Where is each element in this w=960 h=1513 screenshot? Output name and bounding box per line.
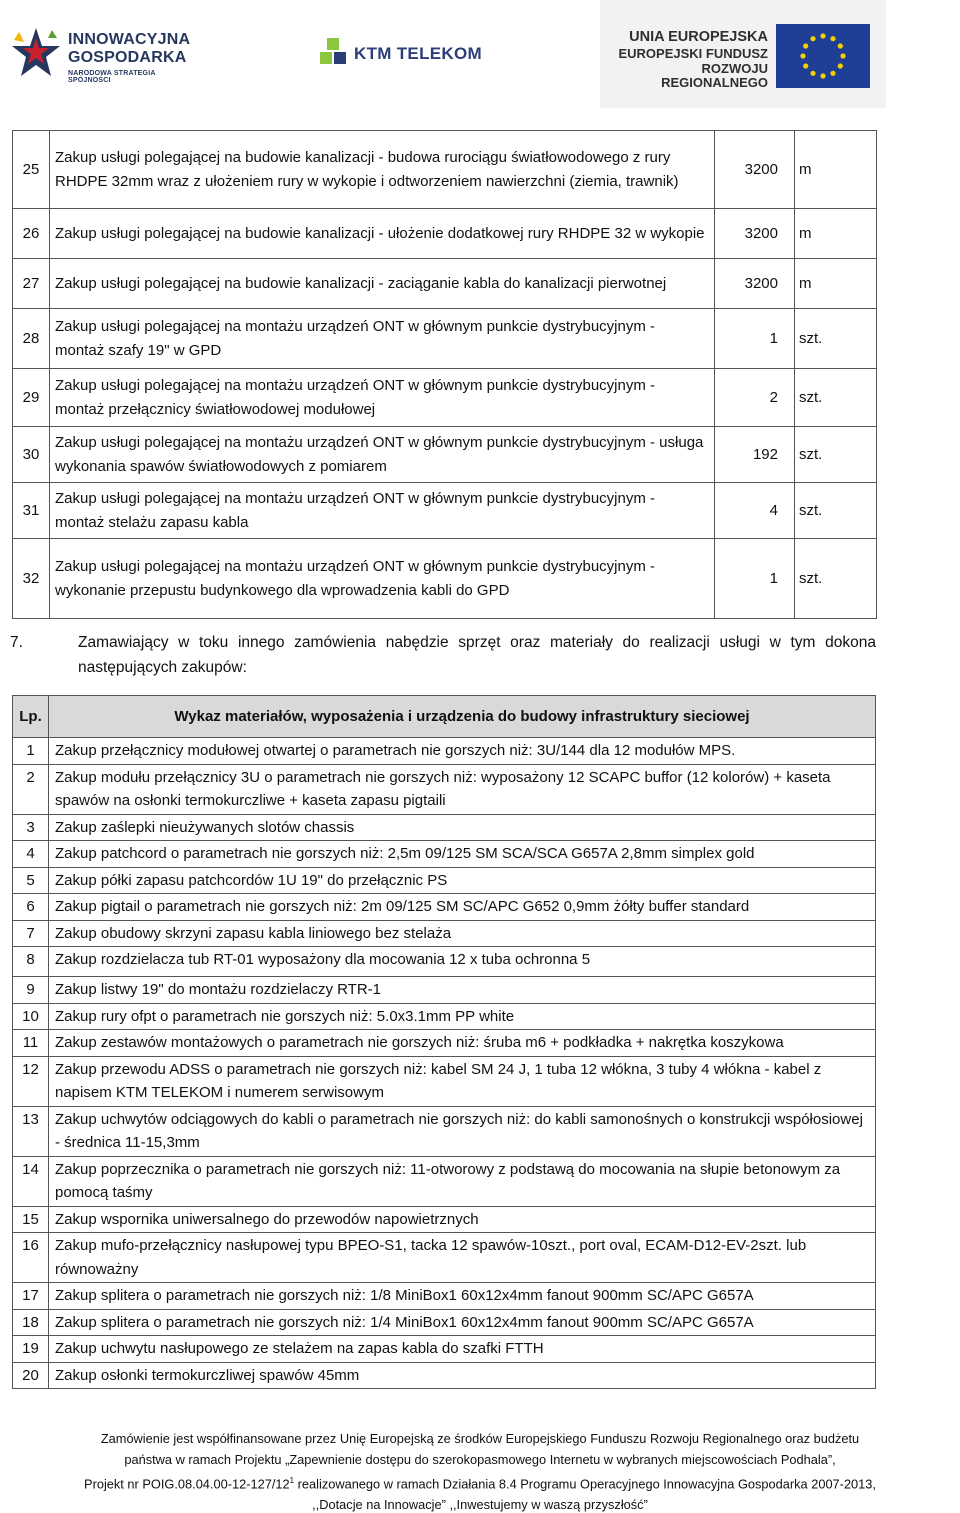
table-row: [13, 1206, 876, 1233]
footer: [0, 1428, 960, 1513]
paragraph-7: [10, 630, 876, 680]
footer-line3: [0, 1470, 960, 1494]
row-quantity: 4: [715, 483, 795, 539]
ig-line3: NARODOWA STRATEGIA SPÓJNOŚCI: [68, 70, 156, 84]
table-row: [13, 539, 877, 619]
row-description: Zakup usługi polegającej na budowie kanalizacji - budowa rurociągu światłowodowego z rury RHDPE 32mm wraz z ułożeniem rury w wykopie i odtworzeniem nawierzchni (ziemia, trawnik): [50, 131, 715, 209]
ig-line1: INNOWACYJNA: [68, 31, 191, 48]
column-header-lp: Lp.: [13, 696, 49, 738]
row-number: 14: [13, 1156, 49, 1206]
row-description: Zakup patchcord o parametrach nie gorszych niż: 2,5m 09/125 SM SCA/SCA G657A 2,8mm simplex gold: [49, 841, 876, 868]
eu-logo: [600, 0, 886, 108]
row-description: Zakup usługi polegającej na montażu urządzeń ONT w głównym punkcie dystrybucyjnym - wykonanie przepustu budynkowego dla wprowadzenia kabli do GPD: [50, 539, 715, 619]
row-number: 28: [13, 309, 50, 369]
ue-line2: EUROPEJSKI FUNDUSZ: [618, 46, 768, 62]
row-description: Zakup przewodu ADSS o parametrach nie gorszych niż: kabel SM 24 J, 1 tuba 12 włókna, 3 tuby 4 włókna - kabel z napisem KTM TELEKOM i numerem serwisowym: [49, 1056, 876, 1106]
row-unit: szt.: [795, 483, 877, 539]
row-description: Zakup rozdzielacza tub RT-01 wyposażony dla mocowania 12 x tuba ochronna 5: [49, 947, 876, 977]
row-description: Zakup półki zapasu patchcordów 1U 19" do przełącznic PS: [49, 867, 876, 894]
row-number: 16: [13, 1233, 49, 1283]
row-description: Zakup wspornika uniwersalnego do przewodów napowietrznych: [49, 1206, 876, 1233]
row-description: Zakup usługi polegającej na montażu urządzeń ONT w głównym punkcie dystrybucyjnym - usługa wykonania spawów światłowodowych z pomiarem: [50, 427, 715, 483]
paragraph-number: 7.: [10, 634, 23, 651]
row-description: Zakup uchwytów odciągowych do kabli o parametrach nie gorszych niż: do kabli samonośnych o konstrukcji współosiowej - średnica 11-15,3mm: [49, 1106, 876, 1156]
table-row: [13, 920, 876, 947]
row-description: Zakup osłonki termokurczliwej spawów 45mm: [49, 1362, 876, 1389]
row-number: 3: [13, 814, 49, 841]
row-number: 9: [13, 977, 49, 1004]
row-quantity: 3200: [715, 131, 795, 209]
row-unit: szt.: [795, 309, 877, 369]
row-number: 32: [13, 539, 50, 619]
row-description: Zakup usługi polegającej na budowie kanalizacji - ułożenie dodatkowej rury RHDPE 32 w wykopie: [50, 209, 715, 259]
row-number: 25: [13, 131, 50, 209]
row-number: 2: [13, 764, 49, 814]
table-row: [13, 867, 876, 894]
row-description: Zakup mufo-przełącznicy nasłupowej typu BPEO-S1, tacka 12 spawów-10szt., port oval, ECAM-D12-EV-2szt. lub równoważny: [49, 1233, 876, 1283]
row-unit: m: [795, 259, 877, 309]
table-row: [13, 309, 877, 369]
row-unit: m: [795, 209, 877, 259]
table-row: [13, 947, 876, 977]
table-row: [13, 1309, 876, 1336]
table-row: [13, 131, 877, 209]
row-description: Zakup zaślepki nieużywanych slotów chassis: [49, 814, 876, 841]
row-description: Zakup poprzecznika o parametrach nie gorszych niż: 11-otworowy z podstawą do mocowania na słupie betonowym za pomocą taśmy: [49, 1156, 876, 1206]
row-number: 19: [13, 1336, 49, 1363]
table-row: [13, 483, 877, 539]
row-description: Zakup splitera o parametrach nie gorszych niż: 1/8 MiniBox1 60x12x4mm fanout 900mm SC/APC G657A: [49, 1283, 876, 1310]
footer-line3-b: realizowanego w ramach Działania 8.4 Programu Operacyjnego Innowacyjna Gospodarka 2007-2013,: [294, 1476, 876, 1492]
row-number: 30: [13, 427, 50, 483]
footer-line3-sup: 1: [289, 1476, 295, 1485]
table-row: [13, 1106, 876, 1156]
paragraph-text: Zamawiający w toku innego zamówienia nabędzie sprzęt oraz materiały do realizacji usługi w tym dokona następujących zakupów:: [78, 634, 876, 676]
table-row: [13, 259, 877, 309]
table-row: [13, 1030, 876, 1057]
ig-star-icon: [10, 26, 62, 82]
row-number: 1: [13, 738, 49, 765]
ktm-mark-icon: [318, 36, 350, 72]
row-unit: szt.: [795, 427, 877, 483]
ktm-telekom-logo: [318, 36, 498, 76]
row-number: 10: [13, 1003, 49, 1030]
table-row: [13, 841, 876, 868]
row-quantity: 1: [715, 539, 795, 619]
table-row: [13, 1056, 876, 1106]
row-number: 11: [13, 1030, 49, 1057]
column-header-title: Wykaz materiałów, wyposażenia i urządzenia do budowy infrastruktury sieciowej: [49, 696, 876, 738]
row-description: Zakup uchwytu nasłupowego ze stelażem na zapas kabla do szafki FTTH: [49, 1336, 876, 1363]
table-row: [13, 977, 876, 1004]
ue-line3: ROZWOJU REGIONALNEGO: [661, 60, 768, 90]
row-quantity: 3200: [715, 209, 795, 259]
row-description: Zakup usługi polegającej na montażu urządzeń ONT w głównym punkcie dystrybucyjnym - montaż stelażu zapasu kabla: [50, 483, 715, 539]
row-number: 31: [13, 483, 50, 539]
row-number: 20: [13, 1362, 49, 1389]
row-description: Zakup zestawów montażowych o parametrach nie gorszych niż: śruba m6 + podkładka + nakrętka koszykowa: [49, 1030, 876, 1057]
row-description: Zakup modułu przełącznicy 3U o parametrach nie gorszych niż: wyposażony 12 SCAPC buffor (12 kolorów) + kaseta spawów na osłonki termokurczliwe + kaseta zapasu pigtaili: [49, 764, 876, 814]
table-row: [13, 1156, 876, 1206]
row-unit: szt.: [795, 539, 877, 619]
row-number: 12: [13, 1056, 49, 1106]
table-row: [13, 1003, 876, 1030]
table-row: [13, 427, 877, 483]
row-description: Zakup obudowy skrzyni zapasu kabla liniowego bez stelaża: [49, 920, 876, 947]
row-quantity: 1: [715, 309, 795, 369]
row-description: Zakup pigtail o parametrach nie gorszych niż: 2m 09/125 SM SC/APC G652 0,9mm żółty buffer standard: [49, 894, 876, 921]
row-number: 18: [13, 1309, 49, 1336]
footer-line2: państwa w ramach Projektu „Zapewnienie dostępu do szerokopasmowego Internetu w wybranych miejscowościach Podhala”,: [124, 1452, 836, 1467]
table-row: [13, 738, 876, 765]
row-quantity: 192: [715, 427, 795, 483]
table-row: [13, 764, 876, 814]
footer-line1: Zamówienie jest współfinansowane przez Unię Europejską ze środków Europejskiego Funduszu Rozwoju Regionalnego oraz budżetu: [100, 1431, 860, 1446]
table-row: [13, 1283, 876, 1310]
row-number: 17: [13, 1283, 49, 1310]
row-description: Zakup splitera o parametrach nie gorszych niż: 1/4 MiniBox1 60x12x4mm fanout 900mm SC/APC G657A: [49, 1309, 876, 1336]
table-row: [13, 1362, 876, 1389]
page-number: [922, 1322, 960, 1422]
row-description: Zakup przełącznicy modułowej otwartej o parametrach nie gorszych niż: 3U/144 dla 12 modułów MPS.: [49, 738, 876, 765]
table-row: [13, 1233, 876, 1283]
row-number: 27: [13, 259, 50, 309]
footer-line3-a: Projekt nr POIG.08.04.00-12-127/12: [84, 1476, 290, 1492]
materials-table: [12, 695, 876, 1389]
row-unit: m: [795, 131, 877, 209]
table-row: [13, 209, 877, 259]
footer-line4: ,,Dotacje na Innowacje” ,,Inwestujemy w waszą przyszłość”: [312, 1497, 648, 1513]
row-description: Zakup usługi polegającej na budowie kanalizacji - zaciąganie kabla do kanalizacji pierwotnej: [50, 259, 715, 309]
row-description: Zakup listwy 19" do montażu rozdzielaczy RTR-1: [49, 977, 876, 1004]
row-number: 29: [13, 369, 50, 427]
row-description: Zakup usługi polegającej na montażu urządzeń ONT w głównym punkcie dystrybucyjnym - montaż przełącznicy światłowodowej modułowej: [50, 369, 715, 427]
table-row: [13, 814, 876, 841]
ktm-text: KTM TELEKOM: [354, 44, 482, 63]
table-row: [13, 1336, 876, 1363]
eu-flag-icon: [776, 24, 870, 88]
row-number: 6: [13, 894, 49, 921]
ig-line2: GOSPODARKA: [68, 49, 187, 66]
row-description: Zakup rury ofpt o parametrach nie gorszych niż: 5.0x3.1mm PP white: [49, 1003, 876, 1030]
row-quantity: 3200: [715, 259, 795, 309]
row-quantity: 2: [715, 369, 795, 427]
row-number: 26: [13, 209, 50, 259]
innowacyjna-gospodarka-logo: [10, 24, 190, 86]
row-number: 7: [13, 920, 49, 947]
row-unit: szt.: [795, 369, 877, 427]
row-number: 15: [13, 1206, 49, 1233]
table-row: [13, 369, 877, 427]
table-row: [13, 894, 876, 921]
services-table: [12, 130, 877, 619]
row-number: 4: [13, 841, 49, 868]
row-number: 8: [13, 947, 49, 977]
table-header-row: [13, 696, 876, 738]
row-number: 13: [13, 1106, 49, 1156]
row-number: 5: [13, 867, 49, 894]
row-description: Zakup usługi polegającej na montażu urządzeń ONT w głównym punkcie dystrybucyjnym - montaż szafy 19" w GPD: [50, 309, 715, 369]
ue-line1: UNIA EUROPEJSKA: [629, 29, 768, 45]
